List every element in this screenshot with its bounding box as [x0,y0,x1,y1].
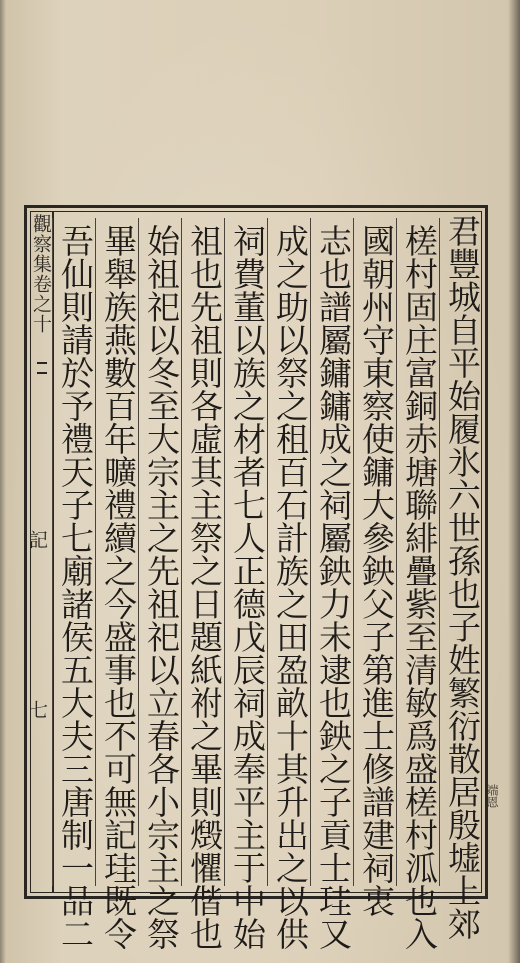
collector-stamp: 端恩 [485,784,499,808]
text-column-7: 祖也先祖則各虛其主祭之日題紙祔之畢則燬懼偕也 [185,224,224,950]
text-column-9: 畢舉族燕數百年曠禮續之今盛事也不可無記珪既令 [99,224,138,950]
binding-shadow-left [0,0,6,963]
page-number: 七 [26,700,48,719]
binding-shadow-right [508,0,520,963]
text-column-3: 國朝州守東察使鏞大參鉠父子第進士修譜建祠衷 [357,224,396,917]
volume-title: 觀察集卷之十 [30,214,52,334]
section-label: 記 [26,530,48,549]
text-column-4: 志也譜屬鏞鏞成之祠屬鉠力未逮也鉠之子貢士珪又 [314,224,353,950]
text-column-10: 吾仙則請於予禮天子七廟諸侯五大夫三唐制一品二 [56,224,95,950]
text-column-1: 君豐城自平始履氷六世孫也子姓繁衍散居殷墟上郊 [443,214,482,940]
text-column-5: 成之助以祭之租百石計族之田盈畝十其升出之以供 [271,224,310,950]
text-column-8: 始祖祀以冬至大宗主之先祖祀以立春各小宗主之祭 [142,224,181,950]
fold-rule-lower [37,372,47,374]
text-column-6: 祠費董以族之材者七人正德戊辰祠成奉平主于中始 [228,224,267,950]
fold-rule-upper [37,362,47,364]
text-column-2: 槎村固庄富銅赤塘聯緋疊紫至清敏爲盛槎村泒也入 [400,224,439,950]
